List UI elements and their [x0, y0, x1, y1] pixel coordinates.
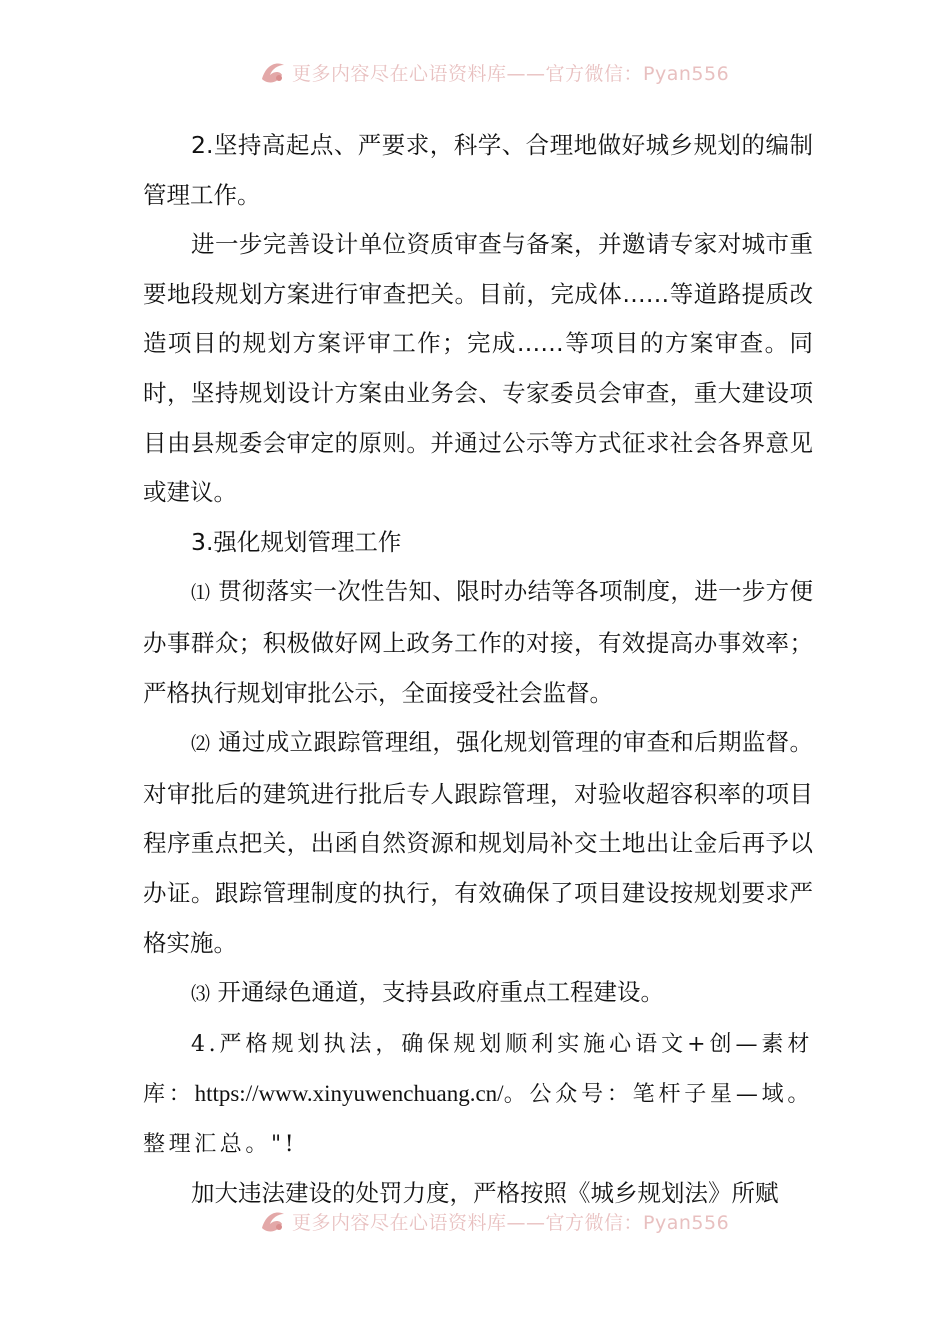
paragraph-heading-4	[143, 1020, 813, 1170]
paragraph-item-2	[143, 718, 813, 968]
watermark-header	[258, 57, 729, 87]
item-text: 开通绿色通道，支持县政府重点工程建设。	[210, 978, 664, 1007]
watermark-text: 更多内容尽在心语资料库——官方微信：Pyan556	[292, 62, 730, 85]
website-url: https://www.xinyuwenchuang.cn/	[194, 1081, 504, 1107]
paragraph-heading-2: 2.坚持高起点、严要求，科学、合理地做好城乡规划的编制管理工作。	[143, 131, 813, 209]
paragraph-item-1	[143, 567, 813, 718]
heading-4-text: 4.严格规划执法，确保规划顺利实施心语文+创—素材库：	[143, 1031, 813, 1108]
item-text: 贯彻落实一次性告知、限时办结等各项制度，进一步方便办事群众；积极做好网上政务工作的对接，有效提高办事效率；严格执行规划审批公示，全面接受社会监督。	[143, 577, 813, 707]
item-text: 通过成立跟踪管理组，强化规划管理的审查和后期监督。对审批后的建筑进行批后专人跟踪管理，对验收超容积率的项目程序重点把关，出函自然资源和规划局补交土地出让金后再予以办证。跟踪管理制度的执行，有效确保了项目建设按规划要求严格实施。	[143, 728, 813, 957]
paragraph-item-3	[143, 968, 813, 1020]
watermark-text: 更多内容尽在心语资料库——官方微信：Pyan556	[292, 1211, 730, 1234]
item-number: ⑴	[191, 582, 211, 605]
paragraph: 加大违法建设的处罚力度，严格按照《城乡规划法》所赋	[191, 1179, 779, 1208]
logo-icon	[258, 59, 288, 85]
watermark-footer	[258, 1206, 729, 1236]
paragraph-heading-3: 3.强化规划管理工作	[191, 527, 402, 556]
item-number: ⑶	[191, 983, 211, 1006]
logo-icon	[258, 1208, 288, 1234]
item-number: ⑵	[191, 733, 211, 756]
heading-4-suffix: 。公众号：笔杆子星—域。整理汇总。"!	[143, 1082, 813, 1157]
document-body	[143, 121, 813, 1219]
paragraph: 进一步完善设计单位资质审查与备案，并邀请专家对城市重要地段规划方案进行审查把关。目前，完成体……等道路提质改造项目的规划方案评审工作；完成……等项目的方案审查。同时，坚持规划设计方案由业务会、专家委员会审查，重大建设项目由县规委会审定的原则。并通过公示等方式征求社会各界意见或建议。	[143, 230, 813, 507]
